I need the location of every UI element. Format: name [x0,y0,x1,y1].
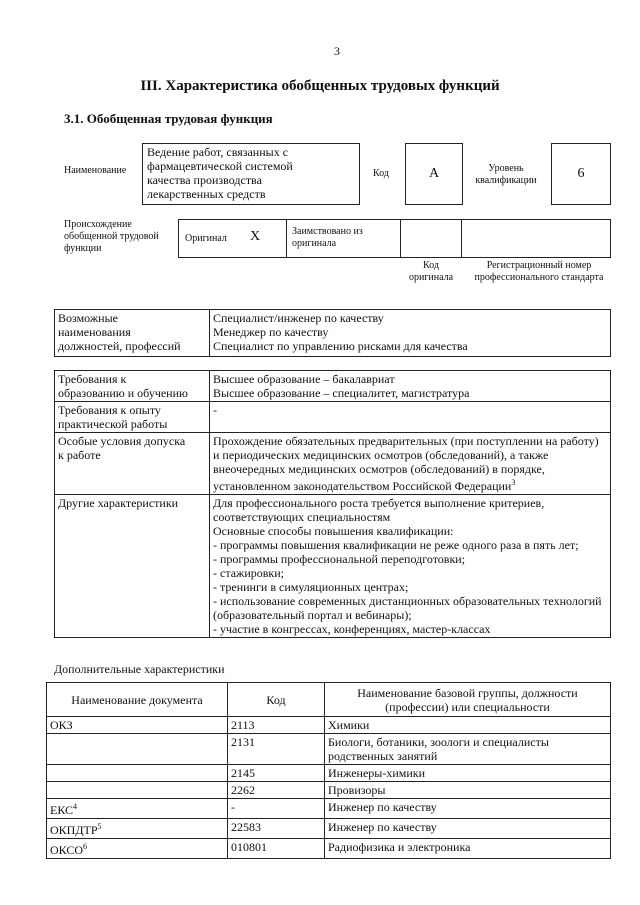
code-value: А [405,143,463,205]
requirement-label: Требования к образованию и обучению [55,371,210,402]
header-group-name: Наименование базовой группы, должности (профессии) или специальности [325,683,611,717]
code-original-caption: Код оригинала [408,260,454,283]
header-document: Наименование документа [47,683,228,717]
requirement-row [55,495,611,638]
code-cell: 2145 [228,765,325,782]
page-number: 3 [334,44,340,58]
footnote-ref: 6 [83,842,88,851]
level-label: Уровень квалификации [475,163,537,186]
additional-table [46,682,611,859]
requirement-label: Особые условия допуска к работе [55,433,210,495]
requirement-row [55,433,611,495]
requirement-value: Прохождение обязательных предварительных (при поступлении на работу) и периодических медицинских осмотров (обследований), а также внеочередных медицинских осмотров (обследований) в порядке, установленном законодательством Российской Федерации$^3$ [210,433,611,495]
table-row [47,839,611,859]
doc-cell: ОКЗ [47,717,228,734]
requirement-label: Другие характеристики [55,495,210,638]
requirement-value: Для профессионального роста требуется выполнение критериев, соответствующих специальностям Основные способы повышения квалификации: - программы повышения квалификации не реже одного раза в пять лет; - программы профессиональной переподготовки; - стажировки; - тренинги в симуляционных центрах; - использование современных дистанционных образовательных технологий (образовательный портал и вебинары); - участие в конгрессах, конференциях, мастер-классах [210,495,611,638]
code-cell: - [228,799,325,819]
positions-table [54,309,611,357]
header-row [47,683,611,717]
name-label: Наименование [64,165,127,176]
function-name-value: Ведение работ, связанных с фармацевтической системой качества производства лекарственных средств [142,143,360,205]
footnote-ref: 3 [511,478,516,487]
table-row [47,819,611,839]
level-value: 6 [551,143,611,205]
doc-cell [47,734,228,765]
code-cell: 010801 [228,839,325,859]
requirement-value: - [210,402,611,433]
additional-title: Дополнительные характеристики [54,662,225,676]
section-title: III. Характеристика обобщенных трудовых функций [140,78,500,94]
doc-cell [47,765,228,782]
code-label: Код [373,168,389,179]
requirement-row [55,402,611,433]
original-mark: X [250,229,261,244]
origin-label: Происхождение обобщенной трудовой функции [64,219,159,254]
group-name-cell: Провизоры [325,782,611,799]
group-name-cell: Инженер по качеству [325,799,611,819]
code-cell: 2113 [228,717,325,734]
requirement-value: Высшее образование – бакалавриат Высшее образование – специалитет, магистратура [210,371,611,402]
table-row [47,799,611,819]
reg-number-caption: Регистрационный номер профессионального стандарта [474,260,604,283]
subsection-title: 3.1. Обобщенная трудовая функция [64,111,273,126]
positions-label: Возможные наименования должностей, профессий [55,310,210,357]
header-code: Код [228,683,325,717]
table-row [47,782,611,799]
table-row [47,734,611,765]
positions-values: Специалист/инженер по качеству Менеджер по качеству Специалист по управлению рисками для качества [210,310,611,357]
footnote-ref: 4 [73,802,78,811]
group-name-cell: Химики [325,717,611,734]
footnote-ref: 5 [97,822,102,831]
original-label: Оригинал [185,233,227,244]
requirement-label: Требования к опыту практической работы [55,402,210,433]
requirement-row [55,371,611,402]
table-row [47,717,611,734]
code-cell: 22583 [228,819,325,839]
code-cell: 2262 [228,782,325,799]
origin-table [178,219,611,258]
doc-cell: ОКСО$^6$ [47,839,228,859]
group-name-cell: Радиофизика и электроника [325,839,611,859]
borrowed-label: Заимствовано из оригинала [292,226,363,249]
group-name-cell: Биологи, ботаники, зоологи и специалисты родственных занятий [325,734,611,765]
doc-cell: ОКПДТР$^5$ [47,819,228,839]
requirements-table [54,370,611,638]
code-cell: 2131 [228,734,325,765]
table-row [47,765,611,782]
group-name-cell: Инженеры-химики [325,765,611,782]
group-name-cell: Инженер по качеству [325,819,611,839]
doc-cell [47,782,228,799]
doc-cell: ЕКС$^4$ [47,799,228,819]
